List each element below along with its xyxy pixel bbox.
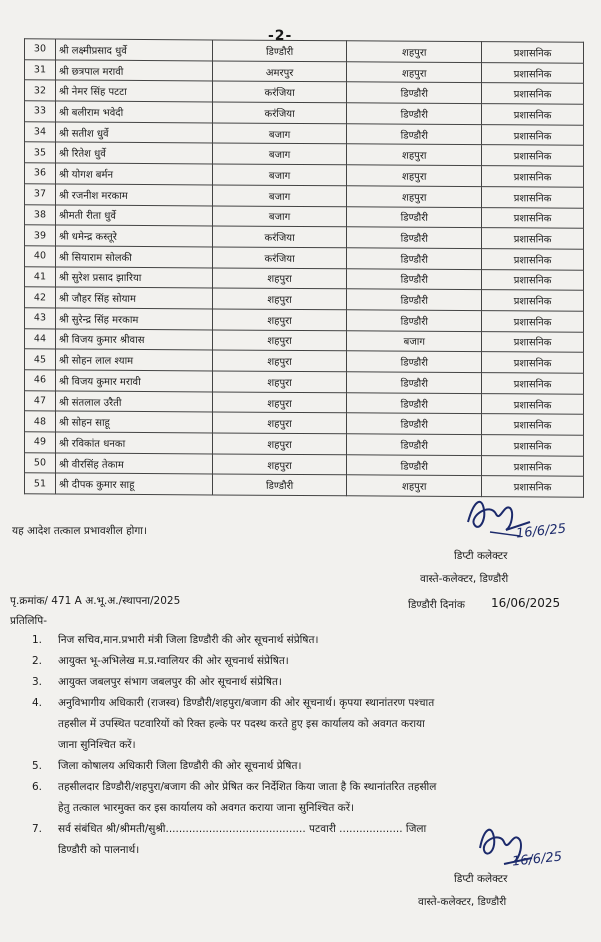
employee-name: श्री छत्रपाल मरावी [55,60,212,82]
employee-name: श्री रितेश धुर्वे [55,142,212,164]
transfer-type: प्रशासनिक [482,311,584,332]
serial-number: 43 [25,308,56,329]
copy-item [20,672,580,693]
serial-number: 44 [25,328,56,349]
copy-item-number: 4. [32,697,43,709]
copy-item-text: तहसीलदार डिण्डौरी/शहपुरा/बजाग की ओर प्रेषित कर निर्देशित किया जाता है कि स्थानांतरित तहसील [58,781,437,793]
to-location: डिण्डौरी [347,434,482,456]
serial-number: 36 [25,163,56,184]
to-location: डिण्डौरी [347,206,482,228]
from-location: करंजिया [212,247,347,269]
employee-name: श्री दीपक कुमार साहू [55,473,212,495]
copy-item-continuation: जाना सुनिश्चित करें। [58,739,136,751]
to-location: डिण्डौरी [347,372,482,394]
employee-name: श्री योगश बर्मन [55,163,212,185]
copy-item-number: 1. [32,634,43,646]
copy-item-text: सर्व संबंधित श्री/श्रीमती/सुश्री.......................................... पटवारी ................... जिला [58,823,427,835]
memo-date-value: 16/06/2025 [491,596,561,610]
from-location: बजाग [212,164,347,186]
copy-item-number: 2. [32,655,43,667]
from-location: शहपुरा [212,433,347,455]
employee-name: श्री सुरेन्द्र सिंह मरकाम [55,308,212,330]
copy-item-text: निज सचिव,मान.प्रभारी मंत्री जिला डिण्डौरी की ओर सूचनार्थ संप्रेषित। [58,634,319,646]
transfer-type: प्रशासनिक [482,124,584,145]
copy-item [20,777,580,819]
employee-name: श्री जौहर सिंह सोयाम [55,287,212,309]
serial-number: 38 [25,204,56,225]
transfer-type: प्रशासनिक [482,393,584,414]
from-location: बजाग [212,185,347,207]
serial-number: 46 [25,370,56,391]
copy-item-text: अनुविभागीय अधिकारी (राजस्व) डिण्डौरी/शहपुरा/बजाग की ओर सूचनार्थ। कृपया स्थानांतरण पश्चात [58,697,435,709]
serial-number: 49 [25,432,56,453]
serial-number: 48 [25,411,56,432]
copy-item-continuation: हेतु तत्काल भारमुक्त कर इस कार्यालय को अवगत कराया जाना सुनिश्चित करें। [58,802,354,814]
transfer-type: प्रशासनिक [482,476,584,497]
serial-number: 40 [25,246,56,267]
transfer-type: प्रशासनिक [482,331,584,352]
serial-number: 35 [25,142,56,163]
from-location: बजाग [212,123,347,145]
transfer-type: प्रशासनिक [482,166,584,187]
from-location: बजाग [212,143,347,165]
copy-item-number: 7. [32,823,43,835]
from-location: बजाग [212,205,347,227]
copy-item-number: 3. [32,676,43,688]
employee-name: श्री रजनीश मरकाम [55,184,212,206]
copy-item [20,651,580,672]
employee-name: श्री सियाराम सोलकी [55,246,212,268]
copy-item-continuation: तहसील में उपस्थित पटवारियों को रिक्त हल्के पर पदस्थ करते हुए इस कार्यालय को अवगत कराया [58,718,425,730]
transfer-type: प्रशासनिक [482,62,584,83]
from-location: डिण्डौरी [212,40,347,62]
memo-date-label: डिण्डौरी दिनांक [408,599,465,611]
copy-item [20,630,580,651]
employee-name: श्री विजय कुमार मरावी [55,370,212,392]
to-location: शहपुरा [347,61,482,83]
transfer-type: प्रशासनिक [482,290,584,311]
from-location: शहपुरा [212,309,347,331]
to-location: डिण्डौरी [347,248,482,270]
transfer-type: प्रशासनिक [482,186,584,207]
serial-number: 33 [25,101,56,122]
from-location: शहपुरा [212,268,347,290]
transfer-type: प्रशासनिक [482,207,584,228]
from-location: शहपुरा [212,371,347,393]
employee-name: श्री नेमर सिंह पटटा [55,80,212,102]
signature-2-date: 16/6/25 [511,849,563,870]
to-location: बजाग [347,330,482,352]
to-location: डिण्डौरी [347,351,482,373]
from-location: शहपुरा [212,412,347,434]
signature-2-designation: डिप्टी कलेक्टर [454,873,508,885]
to-location: डिण्डौरी [347,289,482,311]
employee-name: श्री वीरसिंह तेकाम [55,453,212,475]
serial-number: 32 [25,80,56,101]
employee-name: श्री बलीराम भवेदी [55,101,212,123]
page-number: -2- [268,28,293,44]
transfer-type: प्रशासनिक [482,248,584,269]
copy-item [20,693,580,756]
copy-item-text: आयुक्त जबलपुर संभाग जबलपुर की ओर सूचनार्थ संप्रेषित। [58,676,282,688]
employee-name: श्री सोहन साहू [55,411,212,433]
to-location: डिण्डौरी [347,227,482,249]
transfer-type: प्रशासनिक [482,269,584,290]
employee-name: श्री लक्ष्मीप्रसाद धुर्वे [55,39,212,61]
from-location: शहपुरा [212,288,347,310]
to-location: शहपुरा [347,165,482,187]
serial-number: 50 [25,453,56,474]
to-location: शहपुरा [347,144,482,166]
employee-name: श्री संतलाल उरैती [55,391,212,413]
from-location: शहपुरा [212,330,347,352]
from-location: शहपुरा [212,392,347,414]
serial-number: 39 [25,225,56,246]
transfer-type: प्रशासनिक [482,455,584,476]
employee-name: श्री सुरेश प्रसाद झारिया [55,267,212,289]
copy-item-text: आयुक्त भू-अभिलेख म.प्र.ग्वालियर की ओर सूचनार्थ संप्रेषित। [58,655,289,667]
to-location: डिण्डौरी [347,103,482,125]
from-location: अमरपुर [212,61,347,83]
from-location: डिण्डौरी [212,474,347,496]
employee-name: श्रीमती रीता धुर्वे [55,204,212,226]
to-location: डिण्डौरी [347,124,482,146]
transfer-type: प्रशासनिक [482,228,584,249]
transfer-type: प्रशासनिक [482,145,584,166]
copy-item-number: 6. [32,781,43,793]
transfer-type: प्रशासनिक [482,373,584,394]
from-location: करंजिया [212,102,347,124]
from-location: करंजिया [212,226,347,248]
serial-number: 34 [25,122,56,143]
employee-name: श्री सतीश धुर्वे [55,122,212,144]
serial-number: 31 [25,59,56,80]
to-location: शहपुरा [347,186,482,208]
to-location: डिण्डौरी [347,268,482,290]
transfer-table [24,38,584,498]
memo-number: पृ.क्रमांक/ 471 A अ.भू.अ./स्थापना/2025 [10,595,181,607]
order-effect-note: यह आदेश तत्काल प्रभावशील होगा। [12,525,147,537]
from-location: शहपुरा [212,350,347,372]
transfer-type: प्रशासनिक [482,414,584,435]
transfer-type: प्रशासनिक [482,42,584,63]
transfer-type: प्रशासनिक [482,104,584,125]
serial-number: 51 [25,473,56,494]
serial-number: 47 [25,390,56,411]
to-location: डिण्डौरी [347,310,482,332]
employee-name: श्री सोहन लाल श्याम [55,349,212,371]
copy-item-text: जिला कोषालय अधिकारी जिला डिण्डौरी की ओर सूचनार्थ प्रेषित। [58,760,302,772]
employee-name: श्री विजय कुमार श्रीवास [55,329,212,351]
transfer-type: प्रशासनिक [482,435,584,456]
signature-1-designation: डिप्टी कलेक्टर [454,550,508,562]
signature-1-on-behalf: वास्ते-कलेक्टर, डिण्डौरी [420,573,509,585]
copy-item [20,756,580,777]
serial-number: 41 [25,266,56,287]
transfer-type: प्रशासनिक [482,352,584,373]
to-location: शहपुरा [347,475,482,497]
signature-2-on-behalf: वास्ते-कलेक्टर, डिण्डौरी [418,896,507,908]
transfer-type: प्रशासनिक [482,83,584,104]
serial-number: 37 [25,184,56,205]
from-location: करंजिया [212,81,347,103]
copy-heading: प्रतिलिपि- [10,615,47,627]
to-location: शहपुरा [347,41,482,63]
copy-item-continuation: डिण्डौरी को पालनार्थ। [58,844,140,856]
serial-number: 45 [25,349,56,370]
serial-number: 30 [25,39,56,60]
copy-item-number: 5. [32,760,43,772]
from-location: शहपुरा [212,454,347,476]
employee-name: श्री धमेन्द्र कस्तूरे [55,225,212,247]
signature-1-date: 16/6/25 [515,521,567,542]
to-location: डिण्डौरी [347,413,482,435]
to-location: डिण्डौरी [347,82,482,104]
to-location: डिण्डौरी [347,455,482,477]
to-location: डिण्डौरी [347,392,482,414]
employee-name: श्री रविकांत धनका [55,432,212,454]
serial-number: 42 [25,287,56,308]
